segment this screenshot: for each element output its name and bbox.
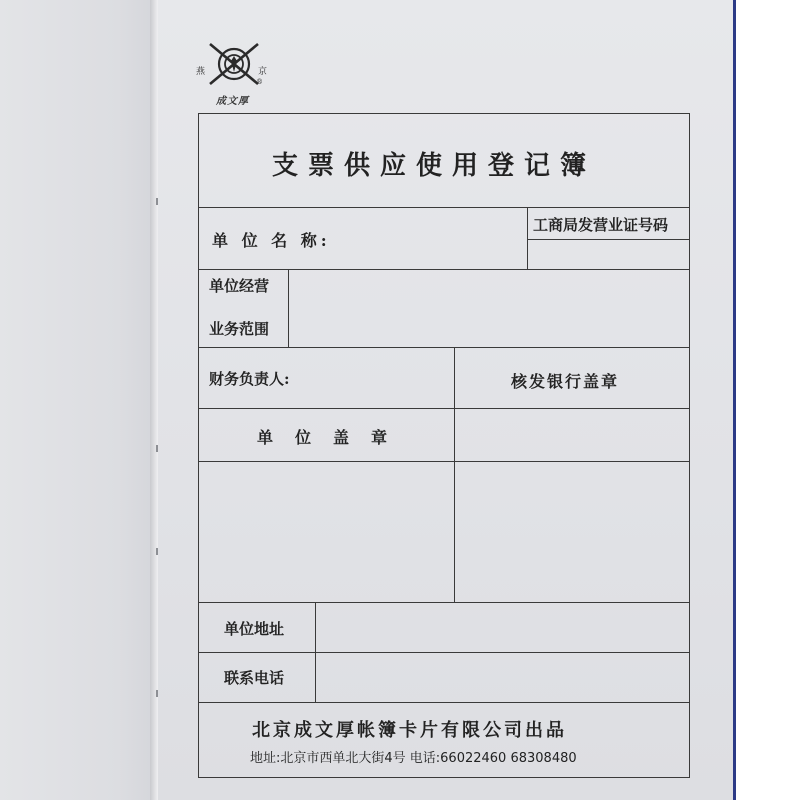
- logo-brand-name: 成文厚: [216, 96, 249, 107]
- form-divider: [198, 408, 690, 409]
- publisher-address: 地址:北京市西单北大街4号 电话:66022460 68308480: [250, 751, 577, 766]
- back-cover: [0, 0, 170, 800]
- business-scope-label-line1: 单位经营: [209, 277, 270, 295]
- form-divider: [454, 347, 455, 602]
- address-label: 单位地址: [224, 620, 285, 638]
- bank-seal-area[interactable]: [457, 411, 688, 600]
- form-divider: [198, 702, 690, 703]
- form-divider: [527, 239, 690, 240]
- form-divider: [315, 602, 316, 702]
- form-divider: [198, 269, 690, 270]
- business-scope-label-line2: 业务范围: [209, 320, 270, 338]
- business-license-label: 工商局发营业证号码: [533, 216, 669, 234]
- bank-seal-label: 核发银行盖章: [511, 372, 620, 391]
- form-divider: [198, 602, 690, 603]
- business-scope-field[interactable]: [292, 272, 688, 345]
- form-divider: [198, 207, 690, 208]
- form-title: 支票供应使用登记簿: [272, 151, 597, 181]
- registered-mark: ®: [256, 78, 263, 86]
- logo-char-left: 燕: [196, 67, 206, 77]
- unit-name-field[interactable]: [210, 241, 522, 267]
- form-divider: [198, 347, 690, 348]
- logo-char-right: 京: [258, 67, 268, 77]
- unit-seal-area[interactable]: [200, 464, 452, 600]
- business-license-field[interactable]: [530, 242, 688, 267]
- form-divider: [288, 269, 289, 347]
- unit-seal-label: 单位盖章: [257, 428, 410, 447]
- address-field[interactable]: [318, 605, 688, 650]
- brand-logo: [196, 40, 272, 106]
- phone-label: 联系电话: [224, 669, 285, 687]
- finance-head-label: 财务负责人:: [209, 370, 290, 388]
- unit-name-label: 单 位 名 称:: [212, 231, 331, 250]
- phone-field[interactable]: [318, 655, 688, 700]
- form-divider: [198, 652, 690, 653]
- publisher-name: 北京成文厚帐簿卡片有限公司出品: [252, 720, 567, 741]
- form-divider: [527, 207, 528, 269]
